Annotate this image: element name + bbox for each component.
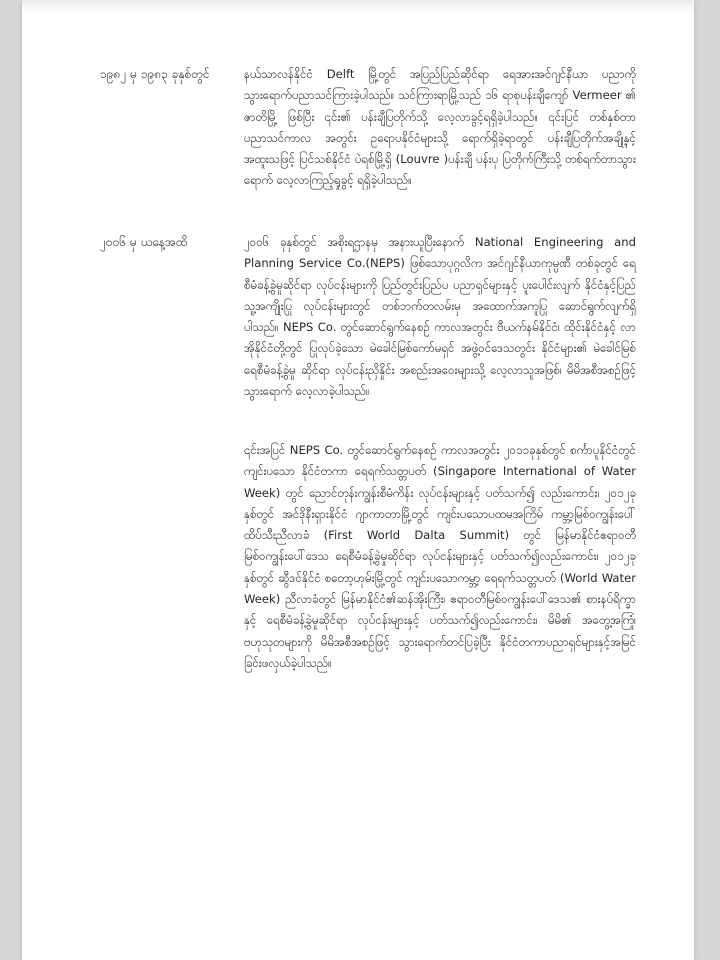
entry-paragraph: ၎င်းအပြင် NEPS Co. တွင်ဆောင်ရွက်နေစဉ် ကာလအတွင်း ၂၀၁၁ခုနှစ်တွင် စင်္ကာပူနိုင်ငံတွင် ကျင်းပသော နိုင်ငံတကာ ရေရက်သတ္တပတ် (Singapore International of Water Week) တွင် ညောင်တုန်းကျွန်းစီမံကိန်း လုပ်ငန်းများနှင့် ပတ်သက်၍ လည်းကောင်း၊ ၂၀၁၂ခုနှစ်တွင် အင်ဒိုနီးရှားနိုင်ငံ ဂျာကာတာမြို့တွင် ကျင်းပသောပထမအကြိမ် ကမ္ဘာ့မြစ်ဝကျွန်းပေါ် ထိပ်သီးညီလာခံ (First World Dalta Summit) တွင် မြန်မာနိုင်ငံဧရာဝတီ မြစ်ဝကျွန်းပေါ်ဒေသ ရေစီမံခန့်ခွဲမှုဆိုင်ရာ လုပ်ငန်းများနှင့် ပတ်သက်၍လည်းကောင်း၊ ၂၀၁၂ခုနှစ်တွင် ဆွီဒင်နိုင်ငံ စတော့ဟုမ်းမြို့တွင် ကျင်းပသောကမ္ဘာ့ ရေရက်သတ္တပတ် (World Water Week) ညီလာခံတွင် မြန်မာနိုင်ငံ၏ဆန်အိုးကြီး၊ ဧရာဝတီမြစ်ဝကျွန်းပေါ်ဒေသ၏ စားနပ်ရိက္ခာနှင့် ရေစီမံခန့်ခွဲမှုဆိုင်ရာ လုပ်ငန်းများနှင့် ပတ်သက်၍လည်းကောင်း၊ မိမိ၏ အတွေ့အကြုံ၊ ဗဟုသုတများကို မိမိအစီအစဉ်ဖြင့် သွားရောက်တင်ပြခဲ့ပြီး နိုင်ငံတကာပညာရှင်များနှင့်အမြင်ခြင်းဖလှယ်ခဲ့ပါသည်။	[244, 443, 636, 670]
page-top-edge	[22, 0, 694, 14]
document-page	[22, 0, 694, 960]
entry-period: ၁၉၈၂ မှ ၁၉၈၃ ခုနှစ်တွင်	[100, 67, 210, 81]
entry-paragraph: နယ်သာလန်နိုင်ငံ Delft မြို့တွင် အပြည်ပြည်ဆိုင်ရာ ရေအားအင်ဂျင်နီယာ ပညာကို သွားရောက်ပညာသင်ကြားခဲ့ပါသည်။ သင်ကြားရာမြို့သည် ၁၆ ရာစုပန်းချီကျော် Vermeer ၏ ဇာတိမြို့ ဖြစ်ပြီး ၎င်း၏ ပန်းချီပြတိုက်သို့ လေ့လာခွင့်ရရှိခဲ့ပါသည်။ ၎င်းပြင် တစ်နှစ်တာ ပညာသင်ကာလ အတွင်း ဥရောပနိုင်ငံများသို့ ရောက်ရှိခဲ့ရာတွင် ပန်းချီပြတိုက်အချို့နှင့် အထူးသဖြင့် ပြင်သစ်နိုင်ငံ ပဲရစ်မြို့ရှိ (Louvre )ပန်းချီ ပန်းပု ပြတိုက်ကြီးသို့ တစ်ရက်တာသွားရောက် လေ့လာကြည့်ရှုခွင့် ရရှိခဲ့ပါသည်။	[244, 67, 636, 188]
entry-paragraph: ၂၀၀၆ ခုနှစ်တွင် အစိုးရဌာနမှ အနားယူပြီးနောက် National Engineering and Planning Service Co.(NEPS) ဖြစ်သောပုဂ္ဂလိက အင်ဂျင်နီယာကုမ္ပဏီ တစ်ခုတွင် ရေစီမံခန့်ခွဲမှုဆိုင်ရာ လုပ်ငန်းများကို ပြည်တွင်းပြည်ပ ပညာရှင်များနှင့် ပူးပေါင်းလျက် နိုင်ငံနှင့်ပြည်သူ့အကျိုးပြု လုပ်ငန်းများတွင် တစ်ဘက်တလမ်းမှ အထောက်အကူပြု ဆောင်ရွက်လျက်ရှိပါသည်။ NEPS Co. တွင်ဆောင်ရွက်နေစဉ် ကာလအတွင်း ဗီယက်နမ်နိုင်ငံ၊ ထိုင်းနိုင်ငံနှင့် လာအိုနိုင်ငံတို့တွင် ပြုလုပ်ခဲ့သော မဲခေါင်မြစ်ကော်မရှင် အဖွဲ့ဝင်ဒေသတွင်း နိုင်ငံများ၏ မဲခေါင်မြစ် ရေစီမံခန့်ခွဲမှု ဆိုင်ရာ လုပ်ငန်းညှိနှိုင်း အစည်းအဝေးများသို့ လေ့လာသူအဖြစ်၊ မိမိအစီအစဉ်ဖြင့် သွားရောက် လေ့လာခဲ့ပါသည်။	[244, 235, 636, 399]
entry-period: ၂၀၀၆ မှ ယနေ့အထိ	[100, 235, 188, 249]
